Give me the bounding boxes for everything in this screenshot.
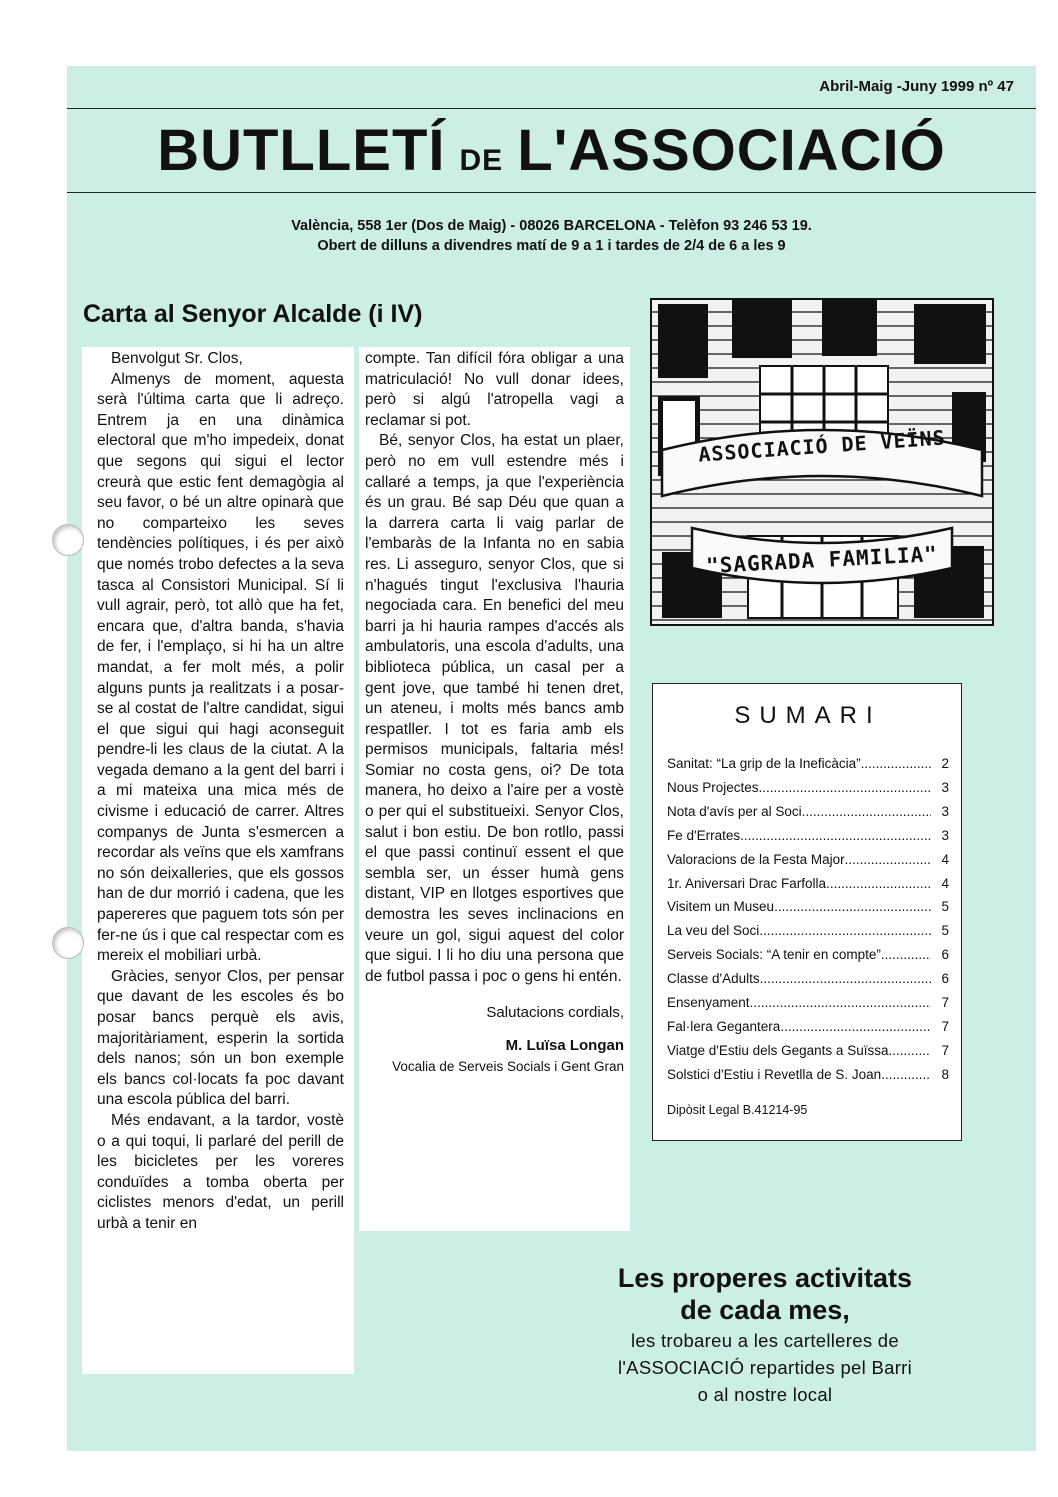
toc-entry-title: Fal·lera Gegantera — [667, 1018, 781, 1034]
toc-leader-dots — [845, 848, 931, 872]
toc-entry-title: Valoracions de la Festa Major — [667, 851, 845, 867]
contact-info — [67, 216, 1036, 256]
toc-entry-title: Viatge d'Estiu dels Gegants a Suïssa — [667, 1042, 889, 1058]
newsletter-page — [67, 66, 1036, 1451]
toc-entry-page: 4 — [941, 851, 949, 867]
toc-entry — [667, 848, 949, 872]
legal-deposit: Dipòsit Legal B.41214-95 — [667, 1102, 808, 1117]
toc-entry-title: Nota d'avís per al Soci — [667, 803, 802, 819]
toc-entry-page: 3 — [941, 803, 949, 819]
toc-leader-dots — [774, 895, 931, 919]
article-paragraph: Almenys de moment, aquesta serà l'última carta que li adreço. Entrem ja en una dinàmica electoral que m'ho impedeix, donat que segons qui sigui el lector creurà que estic fent demagògia al seu favor, o bé un altre opinarà que no comparteixo les seves tendències polítiques, i és per això que només trobo defectes a la seva tasca al Consistori Municipal. Sí li vull agrair, però, tot allò que ha fet, encara que, d'altra banda, s'havia de fer, i l'emplaço, si hi ha un altre mandat, a fer molt més, a polir alguns punts ja realitzats i a posar-se al costat de l'altre candidat, sigui el que sigui qui hagi aconseguit pendre-li les claus de la ciutat. A la vegada demano a la gent del barri i a mi mateixa una mica més de civisme i educació de carrer. Altres companys de Junta s'esmercen a recordar als veïns que els xamfrans no són deixalleries, que els gossos han de dur morrió i cadena, que les papereres que paguem tots són per fer-ne ús i que cal respectar com es mereix el mobiliari urbà. — [97, 370, 344, 965]
masthead-rule-bottom — [67, 192, 1036, 193]
notice-heading-line-1: Les properes activitats — [617, 1263, 913, 1293]
notice-body-line-1: les trobareu a les cartelleres de — [630, 1330, 899, 1351]
toc-entry — [667, 1015, 949, 1039]
toc-leader-dots — [780, 1015, 931, 1039]
toc-leader-dots — [760, 967, 931, 991]
signature-name: M. Luïsa Longan — [505, 1037, 624, 1054]
toc-entry-page: 2 — [941, 756, 949, 771]
toc-entry-title: 1r. Aniversari Drac Farfolla — [667, 875, 827, 891]
masthead-word-de: DE — [459, 144, 504, 177]
toc-leader-dots — [881, 1063, 931, 1087]
toc-list — [667, 752, 949, 1087]
article-title: Carta al Senyor Alcalde (i IV) — [83, 300, 423, 328]
toc-entry — [667, 800, 949, 824]
masthead-rule-top — [67, 108, 1036, 109]
toc-leader-dots — [826, 872, 931, 896]
table-of-contents — [652, 683, 962, 1141]
punch-hole — [52, 927, 84, 959]
toc-entry-page: 3 — [941, 779, 949, 795]
toc-entry-title: La veu del Soci — [667, 923, 760, 939]
toc-entry-page: 5 — [941, 923, 949, 939]
toc-entry-page: 3 — [941, 827, 949, 843]
toc-leader-dots — [740, 824, 931, 848]
masthead-word-butlleti: BUTLLETÍ — [157, 118, 446, 183]
toc-entry-page: 6 — [941, 947, 949, 963]
article-paragraph: Bé, senyor Clos, ha estat un plaer, però no em vull estendre més i callaré a temps, ja que l'experiència és un grau. Bé sap Déu que quan a la darrera carta li vaig parlar de l'embaràs de la Infanta no en sabia res. Li asseguro, senyor Clos, que si n'hagués tingut l'exclusiva l'hauria negociada cara. En benefici del meu barri ja hi hauria rampes d'accés als ambulatoris, una escola d'adults, una biblioteca pública, un casal per a gent jove, que també hi tenen dret, un ateneu, i molts més bancs amb respatller. I tot es faria amb els permisos municipals, faltaria més! Somiar no costa gens, oi? De tota manera, ho deixo a l'aire per a vostè o per qui el substitueixi. Senyor Clos, salut i bon estiu. De bon rotllo, passi el que passi continuï essent el que sembla ser, un ésser humà gens distant, VIP en llotges esportives que demostra les seves inclinacions en veure un gol, sigui aquest del color que sigui. I li ho diu una persona que de futbol passa i poc o gens hi entén. — [365, 432, 624, 985]
toc-leader-dots — [861, 752, 931, 776]
article-paragraph: Més endavant, a la tardor, vostè o a qui toqui, li parlaré del perill de les bicicletes per les voreres conduïdes a tomba oberta per ciclistes menors d'edat, un perill urbà a tenir en — [97, 1111, 344, 1232]
toc-entry-title: Ensenyament — [667, 995, 750, 1011]
toc-entry — [667, 872, 949, 896]
toc-entry-page: 7 — [941, 1018, 949, 1034]
issue-date: Abril-Maig -Juny 1999 nº 47 — [819, 78, 1014, 95]
toc-entry-page: 6 — [941, 971, 949, 987]
toc-entry-title: Serveis Socials: “A tenir en compte” — [667, 947, 881, 963]
toc-entry-title: Solstici d'Estiu i Revetlla de S. Joan — [667, 1066, 882, 1082]
opening-hours-line: Obert de dilluns a divendres matí de 9 a 1 i tardes de 2/4 de 6 a les 9 — [317, 238, 786, 254]
logo-banner-bottom: "SAGRADA FAMILIA" — [705, 541, 939, 579]
toc-entry — [667, 1063, 949, 1087]
toc-leader-dots — [888, 1039, 931, 1063]
toc-title: SUMARI — [734, 702, 882, 729]
activities-notice — [525, 1262, 1005, 1407]
article-paragraph: Benvolgut Sr. Clos, — [111, 350, 243, 367]
article-paragraph: compte. Tan difícil fóra obligar a una matriculació! No vull donar idees, però si algú l'atropella vagi a reclamar si pot. — [365, 350, 624, 429]
toc-entry — [667, 967, 949, 991]
toc-entry-title: Fe d'Errates — [667, 827, 741, 843]
toc-entry-page: 8 — [941, 1066, 949, 1082]
toc-entry — [667, 895, 949, 919]
toc-entry — [667, 752, 949, 776]
notice-body-line-2: l'ASSOCIACIÓ repartides pel Barri — [617, 1357, 913, 1378]
toc-leader-dots — [750, 991, 931, 1015]
toc-entry-page: 7 — [941, 995, 949, 1011]
logo-banner-top: ASSOCIACIÓ DE VEÏNS — [697, 425, 947, 467]
toc-entry — [667, 991, 949, 1015]
toc-entry — [667, 1039, 949, 1063]
toc-entry-page: 5 — [941, 899, 949, 915]
association-logo — [650, 298, 994, 626]
address-line: València, 558 1er (Dos de Maig) - 08026 BARCELONA - Telèfon 93 246 53 19. — [291, 218, 812, 234]
toc-leader-dots — [759, 919, 931, 943]
notice-body-line-3: o al nostre local — [697, 1384, 833, 1405]
toc-entry-title: Nous Projectes — [667, 779, 759, 795]
toc-entry-title: Classe d'Adults — [667, 971, 760, 987]
toc-entry — [667, 919, 949, 943]
toc-entry-title: Visitem un Museu — [667, 899, 775, 915]
toc-entry-page: 7 — [941, 1042, 949, 1058]
toc-leader-dots — [759, 776, 931, 800]
masthead-word-associacio: L'ASSOCIACIÓ — [517, 118, 946, 183]
toc-entry-page: 4 — [941, 875, 949, 891]
article-column-2 — [359, 347, 630, 1231]
article-column-1 — [82, 347, 354, 1374]
punch-hole — [52, 524, 84, 556]
masthead-title — [67, 116, 1036, 196]
toc-entry — [667, 943, 949, 967]
article-paragraph: Gràcies, senyor Clos, per pensar que davant de les escoles és bo posar bancs perquè els avis, majoritàriament, esperin la sortida dels nanos; són un bon exemple els bancs col·locats fa poc davant una escola pública del barri. — [97, 967, 344, 1109]
toc-entry-title: Sanitat: “La grip de la Ineficàcia” — [667, 756, 861, 771]
toc-entry — [667, 776, 949, 800]
toc-entry — [667, 824, 949, 848]
article-closing: Salutacions cordials, — [486, 1004, 624, 1022]
toc-leader-dots — [881, 943, 931, 967]
notice-heading-line-2: de cada mes, — [680, 1295, 850, 1325]
toc-leader-dots — [802, 800, 931, 824]
signature-role: Vocalia de Serveis Socials i Gent Gran — [392, 1058, 624, 1074]
